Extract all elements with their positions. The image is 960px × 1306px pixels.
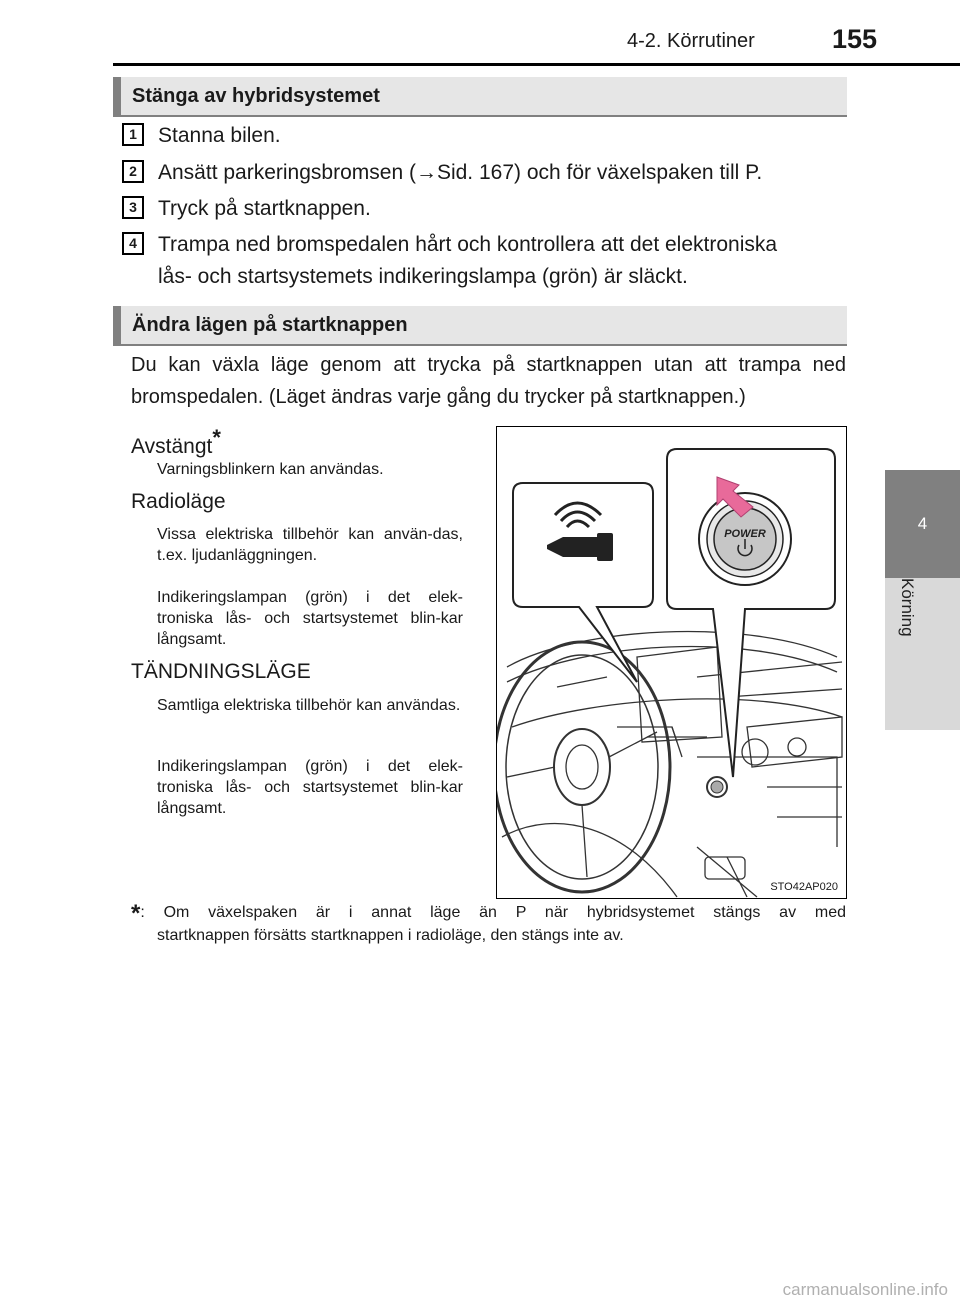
step-text: Stanna bilen. [158,124,281,147]
section-heading-stop-hybrid [113,77,847,117]
mode-desc: Varningsblinkern kan användas. [157,461,384,478]
intro-paragraph: bromspedalen. (Läget ändras varje gång du trycker på startknappen.) [131,386,746,408]
illustration-code: STO42AP020 [770,881,838,893]
mode-desc: Indikeringslampan (grön) i det elek-troniska lås- och startsystemet blin-kar långsamt. [157,758,463,817]
mode-title-ignition: TÄNDNINGSLÄGE [131,660,311,683]
power-button-label: POWER [724,528,766,540]
mode-title-radio: Radioläge [131,490,226,513]
step-badge: 3 [122,196,144,219]
step-badge: 2 [122,160,144,183]
chapter-number: 4 [885,470,960,578]
step-text: lås- och startsystemets indikeringslampa (grön) är släckt. [158,265,688,288]
dashboard-illustration [496,426,847,899]
footnote-star: * [131,900,141,927]
header-section-title: 4-2. Körrutiner [627,30,755,52]
footnote-text-line2: startknappen försätts startknappen i radioläge, den stängs inte av. [157,927,624,944]
intro-paragraph: Du kan växla läge genom att trycka på startknappen utan att trampa ned [131,354,846,376]
mode-desc: Vissa elektriska tillbehör kan använ-das, t.ex. ljudanläggningen. [157,526,463,564]
step-text: Trampa ned bromspedalen hårt och kontrollera att det elektroniska [158,233,778,256]
footnote [131,898,846,925]
section-heading-change-mode [113,306,847,346]
header-rule [113,63,960,66]
step-badge: 1 [122,123,144,146]
mode-desc: Indikeringslampan (grön) i det elek-troniska lås- och startsystemet blin-kar långsamt. [157,589,463,648]
step-badge: 4 [122,232,144,255]
mode-title-off: Avstängt* [131,425,221,458]
section-title: Stänga av hybridsystemet [132,85,380,107]
section-title: Ändra lägen på startknappen [132,314,408,336]
chapter-label: Körning [898,578,917,637]
step-text: Tryck på startknappen. [158,197,371,220]
heading-bar [113,306,121,344]
dashboard-drawing [497,427,847,899]
page-number: 155 [832,24,878,54]
heading-bar [113,77,121,115]
step-text: Ansätt parkeringsbromsen (→Sid. 167) och för växelspaken till P. [158,161,763,184]
footnote-text: : Om växelspaken är i annat läge än P när hybridsystemet stängs av med [140,904,846,921]
watermark: carmanualsonline.info [782,1280,948,1299]
mode-desc: Samtliga elektriska tillbehör kan användas. [157,697,461,714]
